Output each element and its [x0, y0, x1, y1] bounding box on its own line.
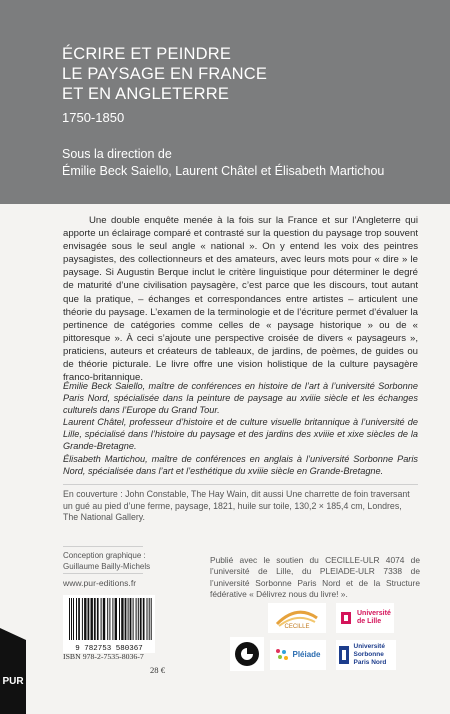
bio-text: , professeur d’histoire et de culture visuelle britannique à l’université de Lille, spécialisé dans l’histoire du paysage et des jardins des xviiie et xixe siècles de la Grande-Bretagne. [63, 417, 418, 452]
barcode-bar [69, 598, 70, 640]
bio-text: , maître de conférences en anglais à l’université Sorbonne Paris Nord, spécialisée dans l’art et l’esthétique du xviiie siècle en Grande-Bretagne. [63, 453, 418, 476]
barcode [63, 595, 155, 653]
barcode-bar [133, 598, 134, 640]
barcode-bar [115, 598, 117, 640]
pur-logo-text: PUR [2, 676, 24, 687]
barcode-bar [73, 598, 74, 640]
bio-name: Élisabeth Martichou [63, 453, 146, 464]
barcode-bar [78, 598, 80, 640]
publisher-website[interactable]: www.pur-editions.fr [63, 578, 137, 588]
book-title [62, 44, 432, 104]
barcode-bar [94, 598, 96, 640]
barcode-bar [101, 598, 102, 640]
cecille-label: CECILLE [284, 624, 310, 630]
barcode-bar [130, 598, 132, 640]
barcode-bar [128, 598, 129, 640]
barcode-bar [109, 598, 110, 640]
bio-name: Émilie Beck Saiello [63, 381, 143, 391]
divider [63, 573, 143, 574]
barcode-bar [112, 598, 113, 640]
barcode-bar [91, 598, 93, 640]
barcode-bar [143, 598, 145, 640]
barcode-bar [136, 598, 137, 640]
bio [63, 416, 418, 452]
summary [63, 214, 418, 384]
barcode-number: 9 782753 580367 [75, 645, 143, 653]
cover-credit: En couverture : John Constable, The Hay Wain, dit aussi Une charrette de foin traversant un gué au pied d’une ferme, paysage, 1821, huile sur toile, 130,2 × 185,4 cm, Londres, The National Gallery. [63, 489, 410, 523]
circle-icon [234, 641, 260, 667]
pleiade-logo [270, 640, 326, 670]
title-line: ET EN ANGLETERRE [62, 85, 230, 103]
sorbonne-label: Université Sorbonne Paris Nord [353, 643, 387, 666]
cecille-logo [268, 603, 326, 633]
barcode-bar [151, 598, 152, 640]
barcode-bar [107, 598, 108, 640]
pleiade-label: Pléiade [292, 650, 321, 659]
lille-icon [341, 610, 353, 626]
barcode-bar [140, 598, 142, 640]
editors-label: Sous la direction de [62, 147, 172, 161]
book-dates: 1750-1850 [62, 110, 125, 125]
barcode-bar [71, 598, 72, 640]
barcode-bar [82, 598, 83, 640]
barcode-bar [103, 598, 105, 640]
sorbonne-icon [339, 646, 351, 664]
barcode-bar [119, 598, 120, 640]
editors-names: Émilie Beck Saiello, Laurent Châtel et Élisabeth Martichou [62, 164, 385, 178]
barcode-bar [76, 598, 77, 640]
title-line: ÉCRIRE ET PEINDRE [62, 45, 232, 63]
bio [63, 380, 418, 416]
design-credit [63, 551, 173, 572]
isbn: ISBN 978-2-7535-8036-7 [63, 652, 144, 661]
pleiade-icon [275, 648, 289, 662]
price: 28 € [150, 665, 166, 675]
divider [63, 546, 143, 547]
bio-name: Laurent Châtel [63, 417, 124, 428]
bio [63, 453, 418, 477]
title-line: LE PAYSAGE EN FRANCE [62, 65, 268, 83]
support-note: Publié avec le soutien du CECILLE-ULR 4074 de l’université de Lille, du PLEIADE-ULR 7338 de l’université Sorbonne Paris Nord et de la Structure fédérative « Délivrez nous du livre! ». [210, 555, 420, 600]
barcode-bar [97, 598, 99, 640]
cecille-icon [271, 606, 323, 630]
lille-label: Université de Lille [357, 610, 391, 625]
barcode-bar [138, 598, 139, 640]
barcode-bar [147, 598, 148, 640]
round-logo [230, 637, 264, 671]
lille-logo [336, 603, 394, 633]
design-label: Conception graphique : [63, 551, 146, 560]
barcode-bar [149, 598, 150, 640]
barcode-bar [88, 598, 90, 640]
pur-logo [0, 628, 26, 714]
barcode-bar [121, 598, 123, 640]
divider [63, 484, 418, 485]
author-bios [63, 380, 418, 477]
bio-text: , maître de conférences en histoire de l’art à l’université Sorbonne Paris Nord, spécialisée dans la peinture de paysage au xviiie siècle et les échanges culturels dans l’Europe du Grand Tour. [63, 381, 418, 416]
barcode-bar [84, 598, 86, 640]
summary-paragraph: Une double enquête menée à la fois sur la France et sur l’Angleterre qui apporte un éclairage comparé et contrasté sur la question du paysage trop souvent envisagée sous le seul angle « national ». On y entend les voix des peintres paysagistes, des collectionneurs et des amateurs, avec leurs mots pour « dire » le paysage. Si Augustin Berque inclut le critère linguistique pour déterminer le degré de maturité d’une civilisation paysagère, c’est parce que les discours, tout autant que la pratique, – échanges et correspondances entre artistes – articulent une théorie du paysage. L’examen de la terminologie et de l’écriture permet d’évaluer la pertinence de catégories comme celles de « paysage historique » ou de « pittoresque ». À ceci s’ajoute une perspective croisée de divers « paysageurs », praticiens, auteurs et créateurs de tableaux, de jardins, de poèmes, de guides ou de théorie picturale. Le livre offre une vision holistique de la culture paysagère franco-britannique. [63, 215, 418, 384]
editors [62, 146, 384, 180]
sorbonne-logo [336, 640, 396, 670]
barcode-bar [125, 598, 127, 640]
designer-name: Guillaume Bailly-Michels [63, 561, 151, 571]
